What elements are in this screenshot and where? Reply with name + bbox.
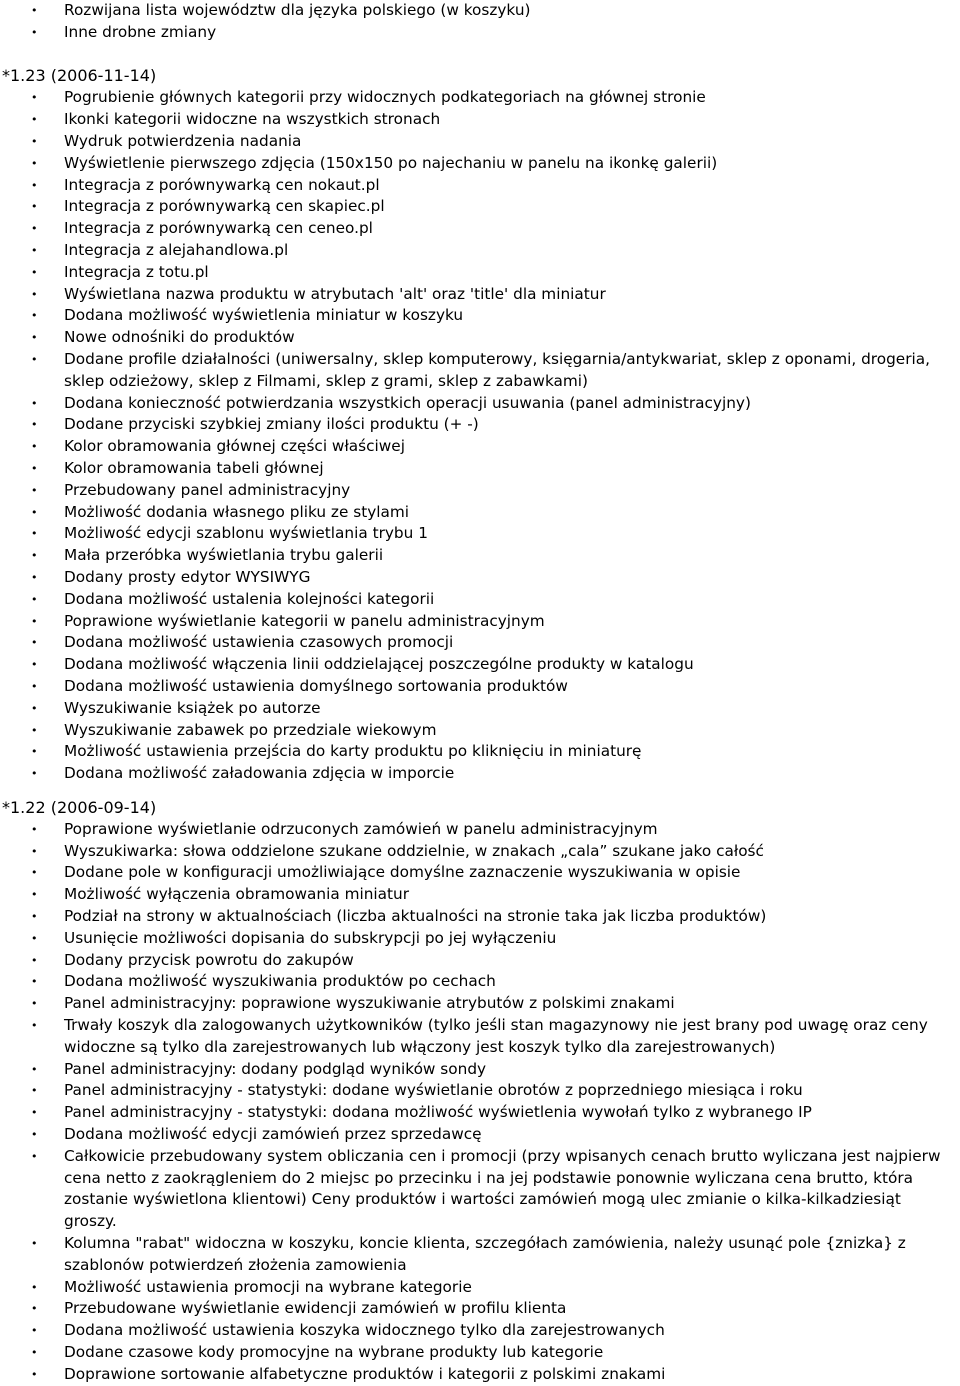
- list-item-text: Pogrubienie głównych kategorii przy widocznych podkategoriach na głównej stronie: [64, 88, 706, 107]
- spacer: [0, 44, 960, 66]
- list-item: [0, 1015, 960, 1059]
- bullet-icon: •: [31, 931, 38, 945]
- bullet-icon: •: [31, 614, 38, 628]
- list-item: [0, 1102, 960, 1124]
- list-item: [0, 720, 960, 742]
- bullet-icon: •: [31, 1128, 38, 1142]
- list-item: [0, 1298, 960, 1320]
- list-item: [0, 393, 960, 415]
- list-item-text: Dodana możliwość ustalenia kolejności kategorii: [64, 589, 435, 608]
- list-item-text: Możliwość edycji szablonu wyświetlania trybu 1: [64, 524, 428, 543]
- list-item-text: Dodane przyciski szybkiej zmiany ilości produktu (+ -): [64, 415, 479, 434]
- list-item: [0, 87, 960, 109]
- list-item-text: Dodana możliwość ustawienia domyślnego sortowania produktów: [64, 676, 568, 695]
- list-item-text: Ikonki kategorii widoczne na wszystkich stronach: [64, 110, 441, 129]
- list-item: [0, 1320, 960, 1342]
- list-item: [0, 906, 960, 928]
- list-item-text: Panel administracyjny: poprawione wyszukiwanie atrybutów z polskimi znakami: [64, 994, 675, 1013]
- bullet-icon: •: [31, 844, 38, 858]
- list-item: [0, 131, 960, 153]
- bullet-icon: •: [31, 396, 38, 410]
- list-item: [0, 545, 960, 567]
- list-item: [0, 654, 960, 676]
- list-item: [0, 153, 960, 175]
- list-item-text: Możliwość wyłączenia obramowania miniatur: [64, 885, 410, 904]
- list-item-text: Wydruk potwierdzenia nadania: [64, 131, 302, 150]
- bullet-icon: •: [31, 1367, 38, 1381]
- list-item: [0, 175, 960, 197]
- bullet-icon: •: [31, 91, 38, 105]
- list-item-text: Integracja z porównywarką cen nokaut.pl: [64, 175, 380, 194]
- intro-list: [0, 0, 960, 44]
- bullet-icon: •: [31, 549, 38, 563]
- bullet-icon: •: [31, 309, 38, 323]
- bullet-icon: •: [31, 1062, 38, 1076]
- bullet-icon: •: [31, 113, 38, 127]
- list-item-text: Rozwijana lista województw dla języka polskiego (w koszyku): [64, 1, 531, 19]
- list-item-text: Dodane profile działalności (uniwersalny, sklep komputerowy, księgarnia/antykwariat, sklep z oponami, drogeria, sklep odzieżowy, sklep z Filmami, sklep z grami, sklep z zabawkami): [64, 349, 930, 390]
- list-item: [0, 349, 960, 393]
- bullet-icon: •: [31, 1346, 38, 1360]
- list-item: [0, 676, 960, 698]
- list-item-text: Integracja z alejahandlowa.pl: [64, 240, 289, 259]
- list-item-text: Panel administracyjny - statystyki: dodana możliwość wyświetlenia wywołań tylko z wybranego IP: [64, 1103, 812, 1122]
- bullet-icon: •: [31, 331, 38, 345]
- list-item: [0, 862, 960, 884]
- list-item: [0, 523, 960, 545]
- list-item-text: Trwały koszyk dla zalogowanych użytkowników (tylko jeśli stan magazynowy nie jest brany pod uwagę oraz ceny widoczne są tylko dla zarejestrowanych lub włączony jest koszyk tylko dla zarejestrowanych): [64, 1016, 928, 1056]
- version-section: [0, 797, 960, 1386]
- bullet-icon: •: [31, 134, 38, 148]
- list-item-text: Integracja z totu.pl: [64, 262, 209, 281]
- bullet-icon: •: [31, 527, 38, 541]
- list-item-text: Kolumna "rabat" widoczna w koszyku, koncie klienta, szczegółach zamówienia, należy usunąć pole {znizka} z szablonów potwierdzeń złożenia zamowienia: [64, 1234, 906, 1274]
- bullet-icon: •: [31, 1280, 38, 1294]
- list-item-text: Dodany prosty edytor WYSIWYG: [64, 567, 311, 586]
- list-item: [0, 305, 960, 327]
- list-item: [0, 763, 960, 785]
- bullet-icon: •: [31, 997, 38, 1011]
- bullet-icon: •: [31, 822, 38, 836]
- list-item-text: Dodane czasowe kody promocyjne na wybrane produkty lub kategorie: [64, 1343, 604, 1362]
- list-item-text: Wyszukiwarka: słowa oddzielone szukane oddzielnie, w znakach „cala” szukane jako całość: [64, 841, 764, 860]
- list-item-text: Możliwość dodania własnego pliku ze stylami: [64, 502, 410, 521]
- list-item-text: Usunięcie możliwości dopisania do subskrypcji po jej wyłączeniu: [64, 928, 557, 947]
- bullet-icon: •: [31, 265, 38, 279]
- list-item-text: Przebudowane wyświetlanie ewidencji zamówień w profilu klienta: [64, 1299, 567, 1318]
- list-item-text: Dodana możliwość wyszukiwania produktów po cechach: [64, 972, 496, 991]
- version-section: [0, 65, 960, 785]
- list-item-text: Dodana możliwość ustawienia czasowych promocji: [64, 633, 454, 652]
- list-item: [0, 993, 960, 1015]
- list-item: [0, 567, 960, 589]
- list-item-text: Dodana możliwość edycji zamówień przez sprzedawcę: [64, 1125, 482, 1144]
- list-item: [0, 1277, 960, 1299]
- list-item: [0, 698, 960, 720]
- list-item: [0, 928, 960, 950]
- list-item: [0, 1233, 960, 1277]
- change-list: [0, 819, 960, 1386]
- list-item: [0, 109, 960, 131]
- list-item-text: Dodany przycisk powrotu do zakupów: [64, 950, 354, 969]
- list-item-text: Dodana możliwość załadowania zdjęcia w imporcie: [64, 764, 455, 783]
- bullet-icon: •: [31, 418, 38, 432]
- list-item: [0, 884, 960, 906]
- bullet-icon: •: [31, 1084, 38, 1098]
- bullet-icon: •: [31, 1106, 38, 1120]
- bullet-icon: •: [31, 1019, 38, 1033]
- list-item: [0, 611, 960, 633]
- list-item: [0, 1364, 960, 1386]
- bullet-icon: •: [31, 440, 38, 454]
- bullet-icon: •: [31, 505, 38, 519]
- list-item: [0, 971, 960, 993]
- list-item-text: Wyświetlenie pierwszego zdjęcia (150x150 po najechaniu w panelu na ikonkę galerii): [64, 153, 718, 172]
- bullet-icon: •: [31, 679, 38, 693]
- bullet-icon: •: [31, 156, 38, 170]
- list-item-text: Poprawione wyświetlanie kategorii w panelu administracyjnym: [64, 611, 545, 630]
- bullet-icon: •: [31, 745, 38, 759]
- list-item-text: Integracja z porównywarką cen skapiec.pl: [64, 197, 385, 216]
- list-item: [0, 22, 960, 44]
- list-item: [0, 327, 960, 349]
- list-item-text: Wyszukiwanie książek po autorze: [64, 698, 321, 717]
- list-item-text: Panel administracyjny - statystyki: dodane wyświetlanie obrotów z poprzedniego miesiąca i roku: [64, 1081, 803, 1100]
- spacer: [0, 785, 960, 797]
- bullet-icon: •: [31, 592, 38, 606]
- list-item-text: Wyszukiwanie zabawek po przedziale wiekowym: [64, 720, 437, 739]
- bullet-icon: •: [31, 953, 38, 967]
- bullet-icon: •: [31, 1237, 38, 1251]
- bullet-icon: •: [31, 243, 38, 257]
- list-item-text: Dodana konieczność potwierdzania wszystkich operacji usuwania (panel administracyjny): [64, 393, 751, 412]
- bullet-icon: •: [31, 767, 38, 781]
- list-item: [0, 589, 960, 611]
- list-item: [0, 841, 960, 863]
- bullet-icon: •: [31, 723, 38, 737]
- list-item: [0, 240, 960, 262]
- bullet-icon: •: [31, 200, 38, 214]
- bullet-icon: •: [31, 483, 38, 497]
- list-item-text: Inne drobne zmiany: [64, 22, 217, 41]
- list-item-text: Kolor obramowania tabeli głównej: [64, 458, 324, 477]
- bullet-icon: •: [31, 636, 38, 650]
- list-item: [0, 819, 960, 841]
- list-item-text: Poprawione wyświetlanie odrzuconych zamówień w panelu administracyjnym: [64, 819, 658, 838]
- list-item-text: Dodana możliwość włączenia linii oddzielającej poszczególne produkty w katalogu: [64, 655, 694, 674]
- bullet-icon: •: [31, 25, 38, 39]
- list-item: [0, 414, 960, 436]
- list-item: [0, 1059, 960, 1081]
- list-item: [0, 950, 960, 972]
- list-item-text: Dopraw﻿ione sortowanie alfabetyczne produktów i kategorii z polskimi znakami: [64, 1364, 666, 1383]
- bullet-icon: •: [31, 178, 38, 192]
- list-item: [0, 218, 960, 240]
- list-item: [0, 436, 960, 458]
- bullet-icon: •: [31, 4, 38, 17]
- list-item-text: Możliwość ustawienia przejścia do karty produktu po kliknięciu in miniaturę: [64, 742, 642, 761]
- bullet-icon: •: [31, 888, 38, 902]
- bullet-icon: •: [31, 461, 38, 475]
- list-item: [0, 262, 960, 284]
- list-item: [0, 196, 960, 218]
- bullet-icon: •: [31, 701, 38, 715]
- list-item: [0, 480, 960, 502]
- list-item-text: Wyświetlana nazwa produktu w atrybutach 'alt' oraz 'title' dla miniatur: [64, 284, 606, 303]
- list-item-text: Dodane pole w konfiguracji umożliwiające domyślne zaznaczenie wyszukiwania w opisie: [64, 863, 741, 882]
- list-item-text: Integracja z porównywarką cen ceneo.pl: [64, 219, 373, 238]
- list-item: [0, 1342, 960, 1364]
- list-item-text: Nowe odnośniki do produktów: [64, 328, 295, 347]
- bullet-icon: •: [31, 222, 38, 236]
- version-heading: *1.23 (2006-11-14): [2, 66, 157, 86]
- version-heading: *1.22 (2006-09-14): [2, 797, 157, 817]
- list-item-text: Możliwość ustawienia promocji na wybrane kategorie: [64, 1277, 472, 1296]
- list-item: [0, 502, 960, 524]
- list-item-text: Całkowicie przebudowany system obliczania cen i promocji (przy wpisanych cenach brutto wyliczana jest najpierw cena netto z zaokrągleniem do 2 miejsc po przecinku i na jej podstawie ponownie wyliczana cena brutto, która zostanie wyświetlona klientowi) Ceny produktów i wartości zamówień mogą ulec zmianie o kilka-kilkadziesiąt groszy.: [64, 1146, 941, 1231]
- list-item-text: Przebudowany panel administracyjny: [64, 480, 351, 499]
- list-item-text: Dodana możliwość wyświetlenia miniatur w koszyku: [64, 306, 464, 325]
- bullet-icon: •: [31, 910, 38, 924]
- bullet-icon: •: [31, 975, 38, 989]
- list-item-text: Podział na strony w aktualnościach (liczba aktualności na stronie taka jak liczba produktów): [64, 907, 767, 926]
- list-item: [0, 1124, 960, 1146]
- changelog-sections: [0, 65, 960, 1385]
- list-item: [0, 741, 960, 763]
- bullet-icon: •: [31, 352, 38, 366]
- bullet-icon: •: [31, 570, 38, 584]
- list-item-text: Dodana możliwość ustawienia koszyka widocznego tylko dla zarejestrowanych: [64, 1321, 665, 1340]
- bullet-icon: •: [31, 1302, 38, 1316]
- bullet-icon: •: [31, 866, 38, 880]
- bullet-icon: •: [31, 287, 38, 301]
- list-item: [0, 1080, 960, 1102]
- list-item: [0, 1146, 960, 1233]
- list-item: [0, 632, 960, 654]
- list-item-text: Panel administracyjny: dodany podgląd wyników sondy: [64, 1059, 487, 1078]
- bullet-icon: •: [31, 1149, 38, 1163]
- list-item-text: Mała przeróbka wyświetlania trybu galerii: [64, 546, 384, 565]
- list-item: [0, 458, 960, 480]
- list-item: [0, 0, 960, 22]
- list-item: [0, 284, 960, 306]
- bullet-icon: •: [31, 1324, 38, 1338]
- change-list: [0, 87, 960, 785]
- bullet-icon: •: [31, 658, 38, 672]
- list-item-text: Kolor obramowania głównej części właściwej: [64, 437, 405, 456]
